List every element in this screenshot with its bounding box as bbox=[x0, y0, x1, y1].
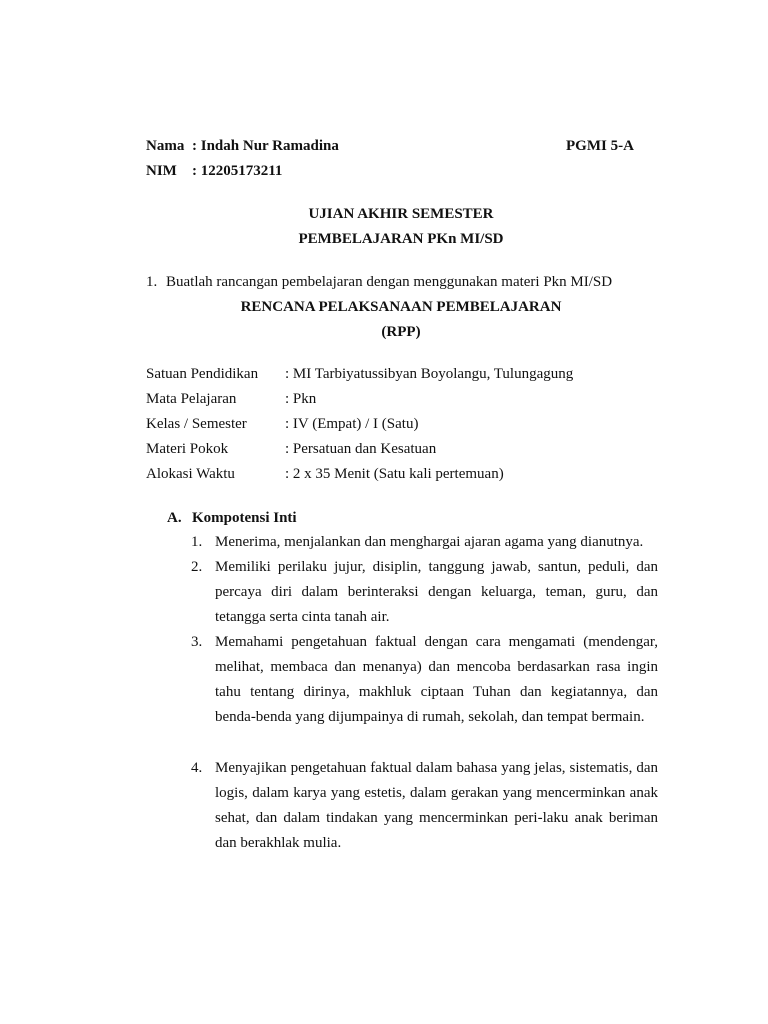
identity-label: Satuan Pendidikan bbox=[146, 366, 259, 382]
course-title: PEMBELAJARAN PKn MI/SD bbox=[298, 231, 504, 247]
identity-value: : 2 x 35 Menit (Satu kali pertemuan) bbox=[285, 466, 504, 482]
list-item: Memahami pengetahuan faktual dengan cara mengamati (mendengar, melihat, membaca dan menanya) dan mencoba berdasarkan rasa ingin tahu tentang dirinya, makhluk ciptaan Tuhan dan kegiatannya, dan benda-benda yang dijumpainya di rumah, sekolah, dan tempat bermain. bbox=[215, 634, 658, 725]
identity-value: : IV (Empat) / I (Satu) bbox=[285, 416, 419, 432]
rpp-title: RENCANA PELAKSANAAN PEMBELAJARAN bbox=[240, 299, 562, 315]
item-number: 4. bbox=[191, 760, 203, 776]
class-code: PGMI 5-A bbox=[566, 138, 634, 154]
identity-label: Materi Pokok bbox=[146, 441, 229, 457]
nama-label: Nama bbox=[146, 138, 185, 154]
identity-value: : Persatuan dan Kesatuan bbox=[285, 441, 437, 457]
item-number: 2. bbox=[191, 559, 203, 575]
section-a-heading: Kompotensi Inti bbox=[192, 510, 297, 526]
section-a-letter: A. bbox=[167, 510, 182, 526]
identity-label: Kelas / Semester bbox=[146, 416, 247, 432]
rpp-subtitle: (RPP) bbox=[381, 324, 421, 340]
exam-title: UJIAN AKHIR SEMESTER bbox=[308, 206, 494, 222]
nim-label: NIM bbox=[146, 163, 177, 179]
list-item: Memiliki perilaku jujur, disiplin, tanggung jawab, santun, peduli, dan percaya diri dalam berinteraksi dengan keluarga, teman, guru, dan tetangga serta cinta tanah air. bbox=[215, 559, 658, 625]
item-number: 3. bbox=[191, 634, 203, 650]
identity-value: : Pkn bbox=[285, 391, 317, 407]
nama-value: : Indah Nur Ramadina bbox=[192, 138, 339, 154]
question-text: Buatlah rancangan pembelajaran dengan menggunakan materi Pkn MI/SD bbox=[166, 274, 613, 290]
identity-label: Mata Pelajaran bbox=[146, 391, 237, 407]
item-number: 1. bbox=[191, 534, 203, 550]
identity-value: : MI Tarbiyatussibyan Boyolangu, Tulungagung bbox=[285, 366, 574, 382]
question-number: 1. bbox=[146, 274, 158, 290]
list-item: Menyajikan pengetahuan faktual dalam bahasa yang jelas, sistematis, dan logis, dalam karya yang estetis, dalam gerakan yang mencerminkan anak sehat, dan dalam tindakan yang mencerminkan peri-laku anak beriman dan berakhlak mulia. bbox=[215, 760, 658, 851]
list-item: Menerima, menjalankan dan menghargai ajaran agama yang dianutnya. bbox=[215, 534, 644, 550]
identity-label: Alokasi Waktu bbox=[146, 466, 235, 482]
nim-value: : 12205173211 bbox=[192, 163, 283, 179]
